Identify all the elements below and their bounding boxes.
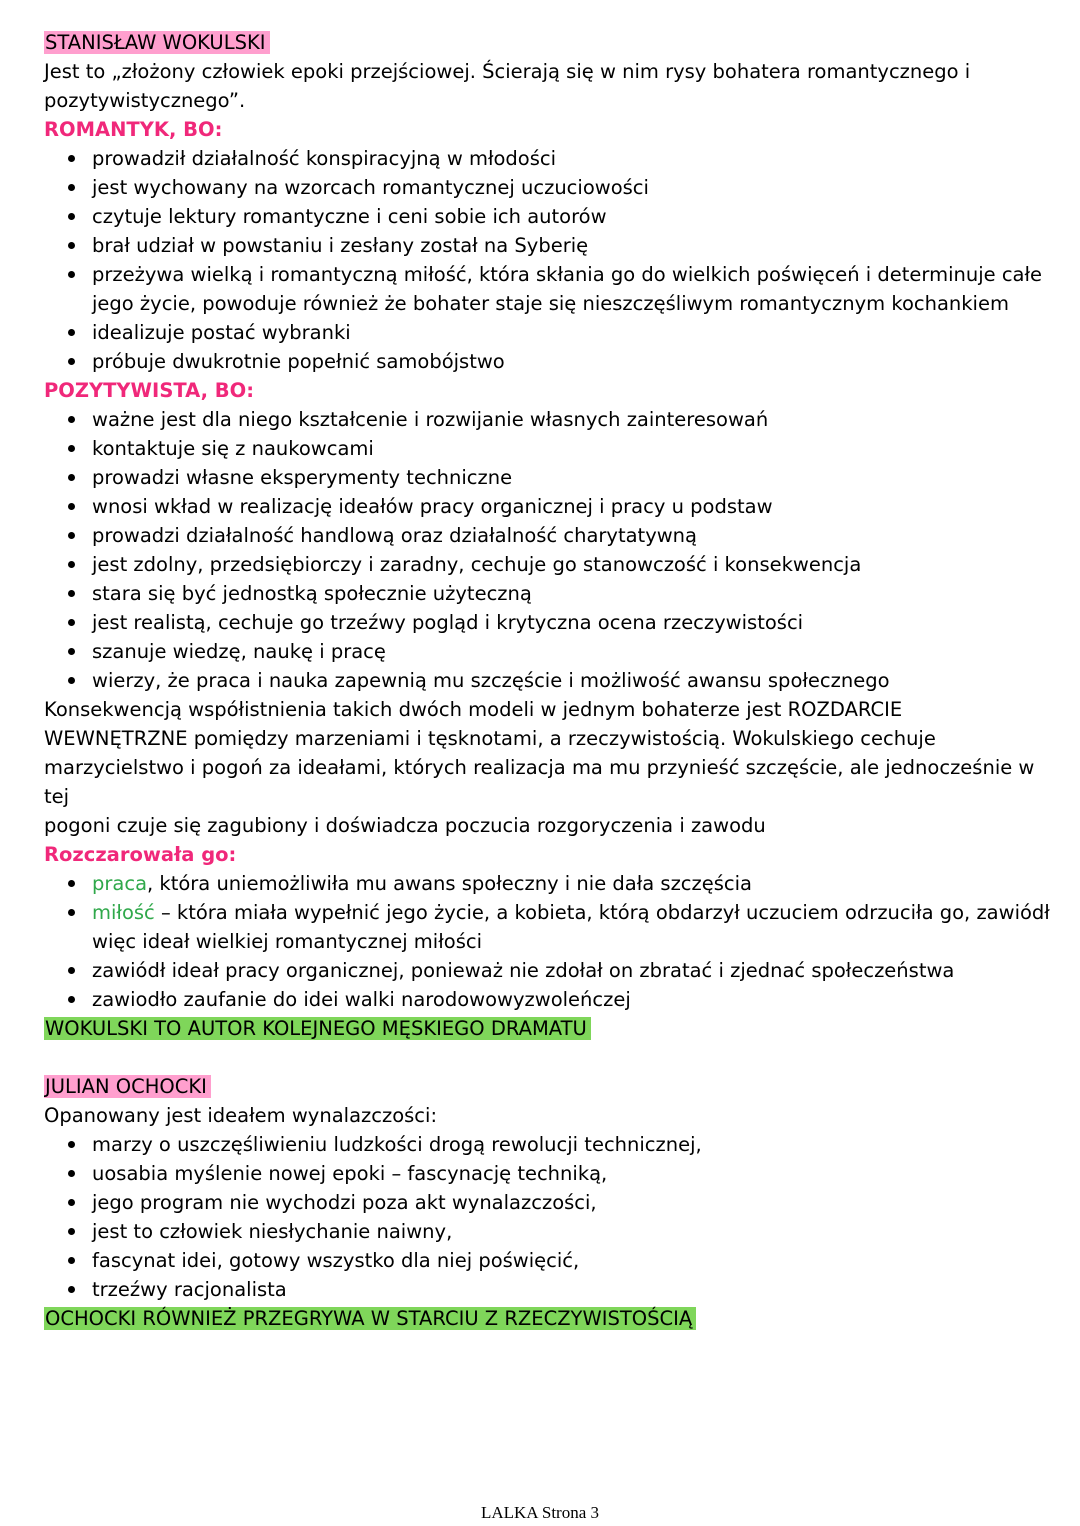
conclusion-line-1: Konsekwencją współistnienia takich dwóch modeli w jednym bohaterze jest ROZDARCIE [44,698,903,721]
conclusion-line-3: marzycielstwo i pogoń za ideałami, których realizacja ma mu przynieść szczęście, ale jednocześnie w tej [44,756,1035,808]
list-item: prowadzi własne eksperymenty techniczne [92,463,1054,492]
list-item: jest zdolny, przedsiębiorczy i zaradny, cechuje go stanowczość i konsekwencja [92,550,1054,579]
section-title-ochocki: JULIAN OCHOCKI [44,1075,211,1098]
list-item: szanuje wiedzę, naukę i pracę [92,637,1054,666]
conclusion-line-2: WEWNĘTRZNE pomiędzy marzeniami i tęsknotami, a rzeczywistością. Wokulskiego cechuje [44,727,936,750]
list-item: zawiodło zaufanie do idei walki narodowowyzwoleńczej [92,985,1054,1014]
page-content [44,28,1054,1333]
list-item: marzy o uszczęśliwieniu ludzkości drogą rewolucji technicznej, [92,1130,1054,1159]
list-item: przeżywa wielką i romantyczną miłość, która skłania go do wielkich poświęceń i determinuje całe jego życie, powoduje również że bohater staje się nieszczęśliwym romantycznym kochankiem [92,260,1054,318]
list-item: zawiódł ideał pracy organicznej, ponieważ nie zdołał on zbratać i zjednać społeczeństwa [92,956,1054,985]
list-item: jego program nie wychodzi poza akt wynalazczości, [92,1188,1054,1217]
wokulski-intro-line-1: Jest to „złożony człowiek epoki przejściowej. Ścierają się w nim rysy bohatera romantycznego i [44,60,971,83]
list-item: prowadzi działalność handlową oraz działalność charytatywną [92,521,1054,550]
wokulski-intro-line-2: pozytywistycznego”. [44,89,246,112]
summary-ochocki: OCHOCKI RÓWNIEŻ PRZEGRYWA W STARCIU Z RZECZYWISTOŚCIĄ [44,1307,696,1330]
heading-pozytywista: POZYTYWISTA, BO: [44,379,255,402]
list-item: miłość – która miała wypełnić jego życie, a kobieta, którą obdarzył uczuciem odrzuciła go, zawiódł więc ideał wielkiej romantycznej miłości [92,898,1054,956]
romantyk-list [44,144,1054,376]
list-item: uosabia myślenie nowej epoki – fascynację techniką, [92,1159,1054,1188]
list-item: wnosi wkład w realizację ideałów pracy organicznej i pracy u podstaw [92,492,1054,521]
list-item: trzeźwy racjonalista [92,1275,1054,1304]
heading-romantyk: ROMANTYK, BO: [44,118,223,141]
list-item: jest to człowiek niesłychanie naiwny, [92,1217,1054,1246]
list-item: ważne jest dla niego kształcenie i rozwijanie własnych zainteresowań [92,405,1054,434]
keyword-milosc: miłość [92,901,155,924]
list-item: praca, która uniemożliwiła mu awans społeczny i nie dała szczęścia [92,869,1054,898]
conclusion-line-4: pogoni czuje się zagubiony i doświadcza poczucia rozgoryczenia i zawodu [44,814,766,837]
pozytywista-list [44,405,1054,695]
list-item: próbuje dwukrotnie popełnić samobójstwo [92,347,1054,376]
section-title-wokulski: STANISŁAW WOKULSKI [44,31,270,54]
ochocki-intro: Opanowany jest ideałem wynalazczości: [44,1104,438,1127]
list-item: prowadził działalność konspiracyjną w młodości [92,144,1054,173]
page-footer: LALKA Strona 3 [480,1503,600,1522]
section-spacer [44,1043,1054,1072]
list-item: kontaktuje się z naukowcami [92,434,1054,463]
summary-wokulski: WOKULSKI TO AUTOR KOLEJNEGO MĘSKIEGO DRAMATU [44,1017,591,1040]
list-item: stara się być jednostką społecznie użyteczną [92,579,1054,608]
list-item: idealizuje postać wybranki [92,318,1054,347]
rozczarowala-list [44,869,1054,1014]
ochocki-list [44,1130,1054,1304]
list-item: wierzy, że praca i nauka zapewnią mu szczęście i możliwość awansu społecznego [92,666,1054,695]
list-item: jest wychowany na wzorcach romantycznej uczuciowości [92,173,1054,202]
list-item: jest realistą, cechuje go trzeźwy pogląd i krytyczna ocena rzeczywistości [92,608,1054,637]
heading-rozczarowala: Rozczarowała go: [44,843,237,866]
list-item: brał udział w powstaniu i zesłany został na Syberię [92,231,1054,260]
list-item: fascynat idei, gotowy wszystko dla niej poświęcić, [92,1246,1054,1275]
list-item: czytuje lektury romantyczne i ceni sobie ich autorów [92,202,1054,231]
keyword-praca: praca [92,872,148,895]
